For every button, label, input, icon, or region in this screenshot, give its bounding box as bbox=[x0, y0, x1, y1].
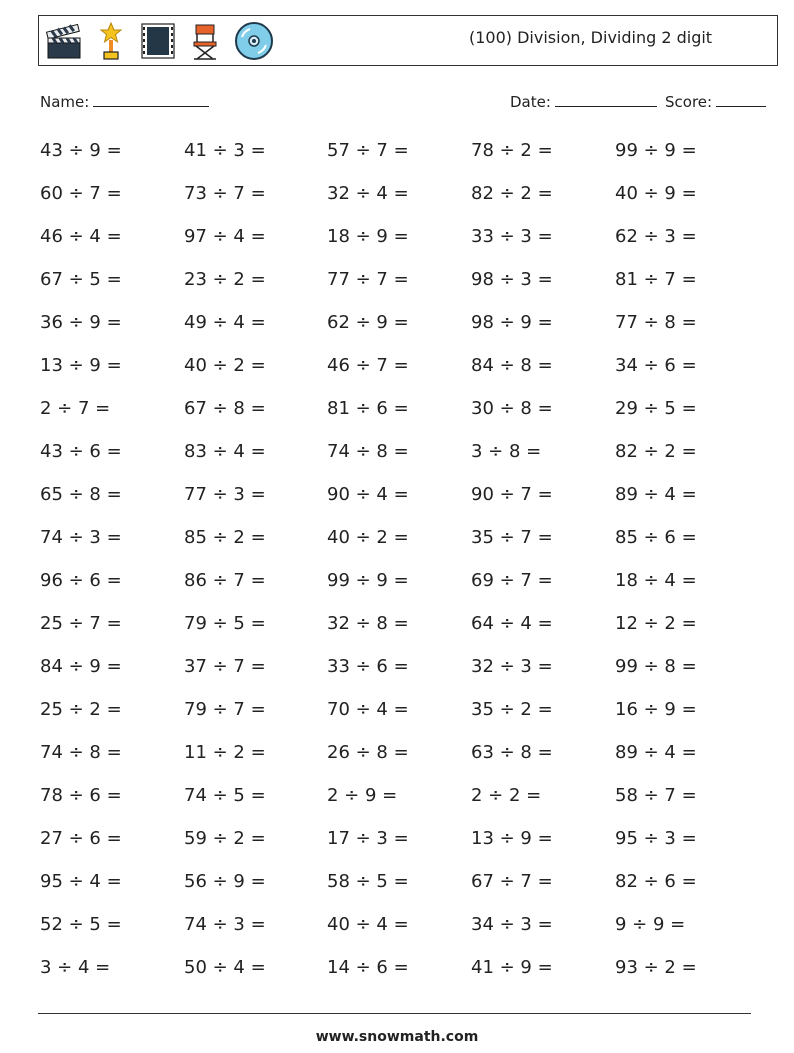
worksheet-title: (100) Division, Dividing 2 digit bbox=[469, 28, 713, 47]
division-problem: 2 ÷ 7 = bbox=[40, 398, 111, 419]
division-problem: 93 ÷ 2 = bbox=[615, 957, 697, 978]
score-label: Score: bbox=[665, 93, 713, 111]
division-problem: 43 ÷ 6 = bbox=[40, 441, 122, 462]
division-problem: 27 ÷ 6 = bbox=[40, 828, 122, 849]
division-problem: 25 ÷ 7 = bbox=[40, 613, 122, 634]
division-problem: 30 ÷ 8 = bbox=[471, 398, 553, 419]
date-blank[interactable] bbox=[555, 92, 657, 107]
division-problem: 89 ÷ 4 = bbox=[615, 484, 697, 505]
division-problem: 40 ÷ 2 = bbox=[184, 355, 266, 376]
division-problem: 33 ÷ 6 = bbox=[327, 656, 409, 677]
division-problem: 74 ÷ 8 = bbox=[327, 441, 409, 462]
problem-row bbox=[40, 269, 760, 312]
division-problem: 77 ÷ 8 = bbox=[615, 312, 697, 333]
division-problem: 13 ÷ 9 = bbox=[40, 355, 122, 376]
name-blank[interactable] bbox=[93, 92, 209, 107]
problem-row bbox=[40, 226, 760, 269]
division-problem: 32 ÷ 3 = bbox=[471, 656, 553, 677]
division-problem: 63 ÷ 8 = bbox=[471, 742, 553, 763]
division-problem: 12 ÷ 2 = bbox=[615, 613, 697, 634]
award-trophy-icon bbox=[92, 20, 130, 62]
score-field[interactable] bbox=[665, 92, 766, 111]
division-problem: 43 ÷ 9 = bbox=[40, 140, 122, 161]
division-problem: 98 ÷ 3 = bbox=[471, 269, 553, 290]
problem-row bbox=[40, 183, 760, 226]
division-problem: 77 ÷ 7 = bbox=[327, 269, 409, 290]
division-problem: 99 ÷ 8 = bbox=[615, 656, 697, 677]
division-problem: 41 ÷ 3 = bbox=[184, 140, 266, 161]
problem-row bbox=[40, 484, 760, 527]
division-problem: 34 ÷ 6 = bbox=[615, 355, 697, 376]
problem-row bbox=[40, 312, 760, 355]
problem-row bbox=[40, 355, 760, 398]
division-problem: 95 ÷ 3 = bbox=[615, 828, 697, 849]
division-problem: 90 ÷ 7 = bbox=[471, 484, 553, 505]
header-icons bbox=[45, 20, 271, 62]
division-problem: 85 ÷ 2 = bbox=[184, 527, 266, 548]
film-frame-icon bbox=[139, 20, 177, 62]
division-problem: 50 ÷ 4 = bbox=[184, 957, 266, 978]
division-problem: 58 ÷ 5 = bbox=[327, 871, 409, 892]
footer-divider bbox=[38, 1013, 751, 1014]
division-problem: 70 ÷ 4 = bbox=[327, 699, 409, 720]
division-problem: 40 ÷ 4 = bbox=[327, 914, 409, 935]
division-problem: 11 ÷ 2 = bbox=[184, 742, 266, 763]
problem-row bbox=[40, 441, 760, 484]
division-problem: 37 ÷ 7 = bbox=[184, 656, 266, 677]
division-problem: 40 ÷ 9 = bbox=[615, 183, 697, 204]
division-problem: 95 ÷ 4 = bbox=[40, 871, 122, 892]
division-problem: 59 ÷ 2 = bbox=[184, 828, 266, 849]
division-problem: 33 ÷ 3 = bbox=[471, 226, 553, 247]
division-problem: 56 ÷ 9 = bbox=[184, 871, 266, 892]
division-problem: 13 ÷ 9 = bbox=[471, 828, 553, 849]
division-problem: 36 ÷ 9 = bbox=[40, 312, 122, 333]
problem-row bbox=[40, 613, 760, 656]
division-problem: 85 ÷ 6 = bbox=[615, 527, 697, 548]
division-problem: 2 ÷ 9 = bbox=[327, 785, 398, 806]
division-problem: 3 ÷ 4 = bbox=[40, 957, 111, 978]
footer-url: www.snowmath.com bbox=[315, 1029, 479, 1045]
division-problem: 3 ÷ 8 = bbox=[471, 441, 542, 462]
division-problem: 67 ÷ 7 = bbox=[471, 871, 553, 892]
division-problem: 84 ÷ 8 = bbox=[471, 355, 553, 376]
division-problem: 18 ÷ 9 = bbox=[327, 226, 409, 247]
division-problem: 18 ÷ 4 = bbox=[615, 570, 697, 591]
division-problem: 14 ÷ 6 = bbox=[327, 957, 409, 978]
division-problem: 67 ÷ 5 = bbox=[40, 269, 122, 290]
division-problem: 60 ÷ 7 = bbox=[40, 183, 122, 204]
division-problem: 90 ÷ 4 = bbox=[327, 484, 409, 505]
division-problem: 62 ÷ 3 = bbox=[615, 226, 697, 247]
division-problem: 73 ÷ 7 = bbox=[184, 183, 266, 204]
division-problem: 74 ÷ 3 = bbox=[40, 527, 122, 548]
division-problem: 67 ÷ 8 = bbox=[184, 398, 266, 419]
problem-row bbox=[40, 957, 760, 1000]
problem-row bbox=[40, 140, 760, 183]
division-problem: 82 ÷ 2 = bbox=[615, 441, 697, 462]
name-field[interactable] bbox=[40, 92, 209, 111]
division-problem: 78 ÷ 2 = bbox=[471, 140, 553, 161]
division-problem: 97 ÷ 4 = bbox=[184, 226, 266, 247]
division-problem: 29 ÷ 5 = bbox=[615, 398, 697, 419]
problem-row bbox=[40, 398, 760, 441]
problem-row bbox=[40, 871, 760, 914]
problem-row bbox=[40, 914, 760, 957]
division-problem: 41 ÷ 9 = bbox=[471, 957, 553, 978]
dvd-disc-icon bbox=[233, 20, 271, 62]
division-problem: 69 ÷ 7 = bbox=[471, 570, 553, 591]
division-problem: 99 ÷ 9 = bbox=[327, 570, 409, 591]
division-problem: 46 ÷ 7 = bbox=[327, 355, 409, 376]
division-problem: 78 ÷ 6 = bbox=[40, 785, 122, 806]
division-problem: 77 ÷ 3 = bbox=[184, 484, 266, 505]
division-problem: 74 ÷ 3 = bbox=[184, 914, 266, 935]
division-problem: 79 ÷ 7 = bbox=[184, 699, 266, 720]
problem-row bbox=[40, 699, 760, 742]
division-problem: 35 ÷ 7 = bbox=[471, 527, 553, 548]
problem-row bbox=[40, 570, 760, 613]
division-problem: 82 ÷ 6 = bbox=[615, 871, 697, 892]
division-problem: 98 ÷ 9 = bbox=[471, 312, 553, 333]
division-problem: 64 ÷ 4 = bbox=[471, 613, 553, 634]
problem-row bbox=[40, 785, 760, 828]
name-label: Name: bbox=[40, 93, 90, 111]
division-problem: 83 ÷ 4 = bbox=[184, 441, 266, 462]
division-problem: 62 ÷ 9 = bbox=[327, 312, 409, 333]
division-problem: 35 ÷ 2 = bbox=[471, 699, 553, 720]
division-problem: 17 ÷ 3 = bbox=[327, 828, 409, 849]
problem-row bbox=[40, 527, 760, 570]
division-problem: 81 ÷ 7 = bbox=[615, 269, 697, 290]
problem-row bbox=[40, 742, 760, 785]
division-problem: 25 ÷ 2 = bbox=[40, 699, 122, 720]
division-problem: 86 ÷ 7 = bbox=[184, 570, 266, 591]
division-problem: 32 ÷ 8 = bbox=[327, 613, 409, 634]
date-field[interactable] bbox=[510, 92, 657, 111]
division-problem: 34 ÷ 3 = bbox=[471, 914, 553, 935]
division-problem: 65 ÷ 8 = bbox=[40, 484, 122, 505]
division-problem: 82 ÷ 2 = bbox=[471, 183, 553, 204]
division-problem: 89 ÷ 4 = bbox=[615, 742, 697, 763]
division-problem: 23 ÷ 2 = bbox=[184, 269, 266, 290]
division-problem: 99 ÷ 9 = bbox=[615, 140, 697, 161]
clapperboard-icon bbox=[45, 20, 83, 62]
division-problem: 74 ÷ 8 = bbox=[40, 742, 122, 763]
division-problem: 74 ÷ 5 = bbox=[184, 785, 266, 806]
division-problem: 49 ÷ 4 = bbox=[184, 312, 266, 333]
worksheet-header bbox=[38, 15, 778, 66]
division-problem: 26 ÷ 8 = bbox=[327, 742, 409, 763]
problem-grid bbox=[40, 140, 760, 1000]
division-problem: 9 ÷ 9 = bbox=[615, 914, 686, 935]
division-problem: 57 ÷ 7 = bbox=[327, 140, 409, 161]
problem-row bbox=[40, 828, 760, 871]
division-problem: 40 ÷ 2 = bbox=[327, 527, 409, 548]
division-problem: 16 ÷ 9 = bbox=[615, 699, 697, 720]
director-chair-icon bbox=[186, 20, 224, 62]
division-problem: 79 ÷ 5 = bbox=[184, 613, 266, 634]
division-problem: 96 ÷ 6 = bbox=[40, 570, 122, 591]
division-problem: 58 ÷ 7 = bbox=[615, 785, 697, 806]
score-blank[interactable] bbox=[716, 92, 766, 107]
division-problem: 81 ÷ 6 = bbox=[327, 398, 409, 419]
problem-row bbox=[40, 656, 760, 699]
date-label: Date: bbox=[510, 93, 551, 111]
division-problem: 84 ÷ 9 = bbox=[40, 656, 122, 677]
student-info-row bbox=[0, 92, 794, 116]
division-problem: 2 ÷ 2 = bbox=[471, 785, 542, 806]
division-problem: 52 ÷ 5 = bbox=[40, 914, 122, 935]
division-problem: 46 ÷ 4 = bbox=[40, 226, 122, 247]
division-problem: 32 ÷ 4 = bbox=[327, 183, 409, 204]
